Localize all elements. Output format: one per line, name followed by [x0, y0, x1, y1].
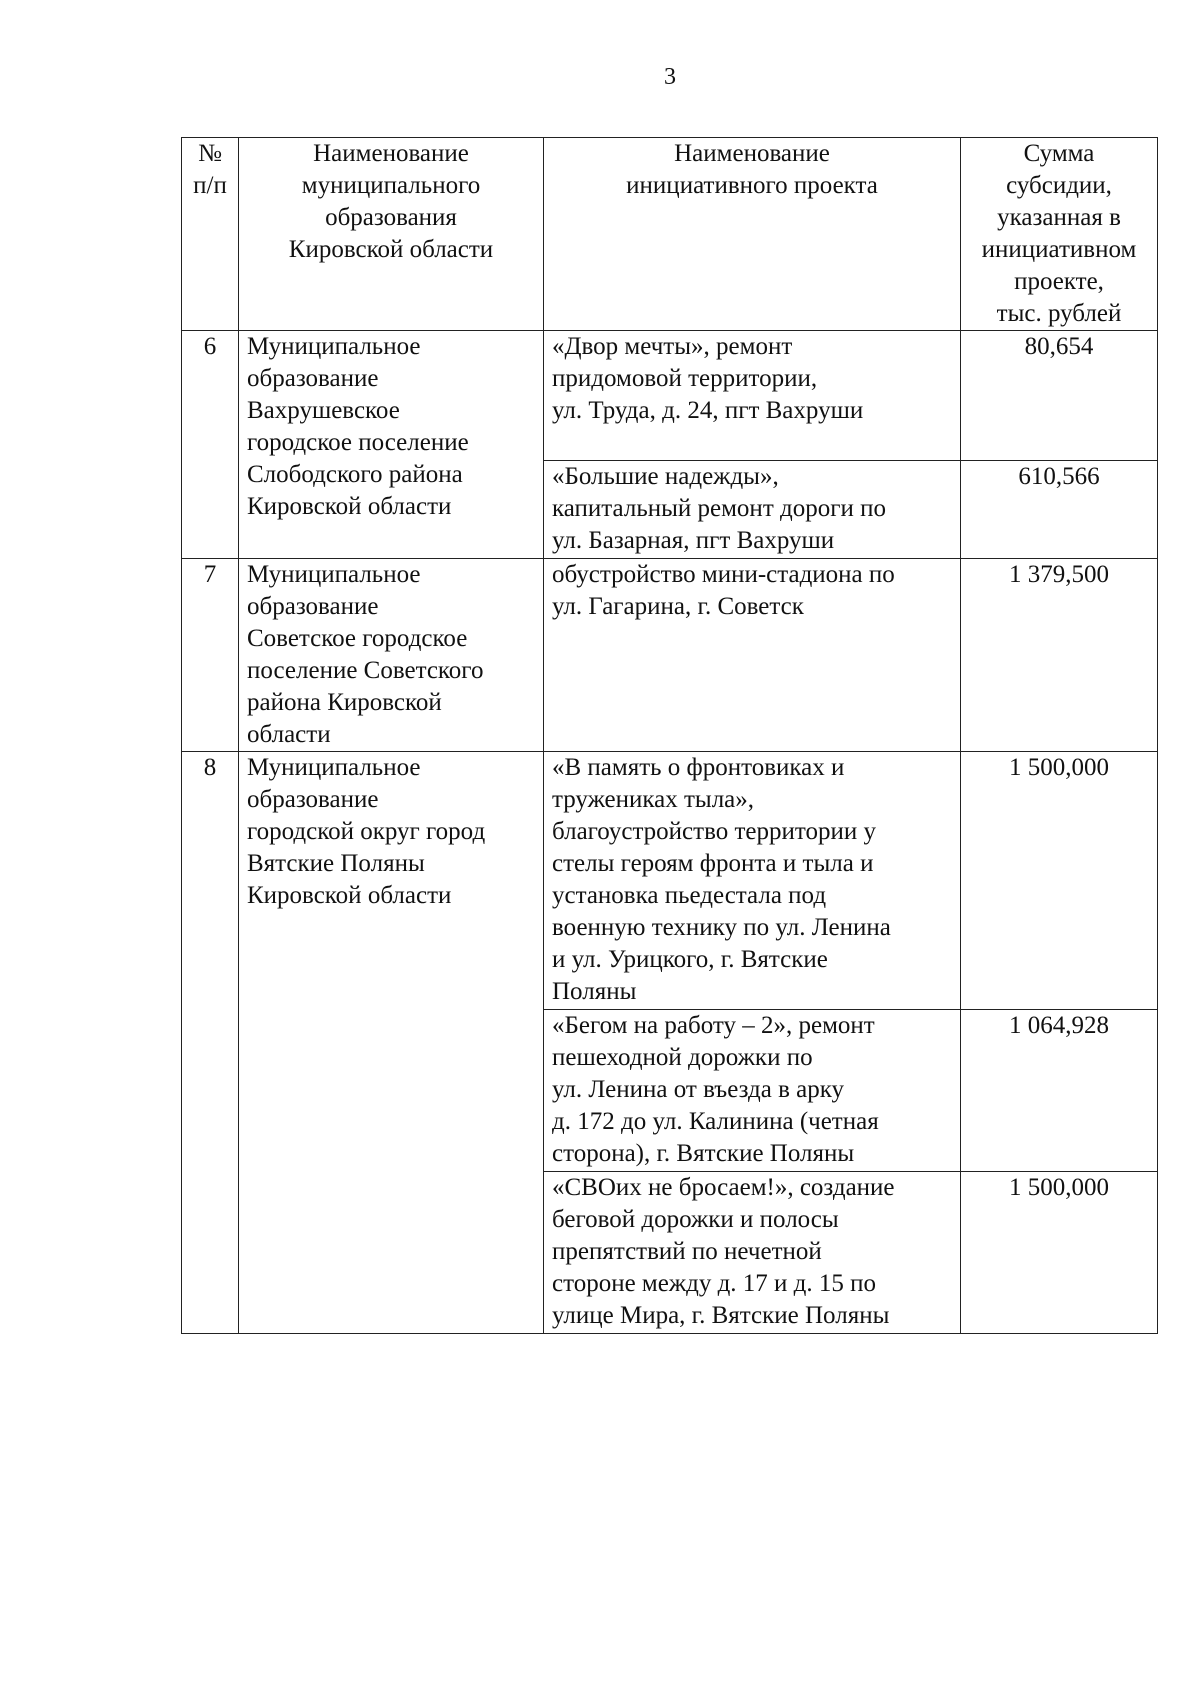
project-name: «Двор мечты», ремонт придомовой территории, ул. Труда, д. 24, пгт Вахруши	[544, 331, 961, 461]
municipality-name: Муниципальное образование Вахрушевское городское поселение Слободского района Кировской области	[239, 331, 544, 559]
table-row	[182, 752, 1158, 1010]
subsidy-sum: 80,654	[961, 331, 1158, 461]
subsidy-sum: 1 379,500	[961, 559, 1158, 752]
project-name: «В память о фронтовиках и тружениках тыла», благоустройство территории у стелы героям фронта и тыла и установка пьедестала под военную технику по ул. Ленина и ул. Урицкого, г. Вятские Поляны	[544, 752, 961, 1010]
subsidy-table	[181, 137, 1158, 1334]
table-header-row	[182, 138, 1158, 331]
municipality-name: Муниципальное образование Советское городское поселение Советского района Кировской области	[239, 559, 544, 752]
project-name: «Большие надежды», капитальный ремонт дороги по ул. Базарная, пгт Вахруши	[544, 461, 961, 559]
table-row	[182, 559, 1158, 752]
header-project: Наименование инициативного проекта	[544, 138, 961, 331]
row-number: 6	[182, 331, 239, 559]
header-num: № п/п	[182, 138, 239, 331]
subsidy-sum: 1 064,928	[961, 1010, 1158, 1172]
subsidy-sum: 1 500,000	[961, 1172, 1158, 1334]
project-name: «СВОих не бросаем!», создание беговой дорожки и полосы препятствий по нечетной стороне между д. 17 и д. 15 по улице Мира, г. Вятские Поляны	[544, 1172, 961, 1334]
page-number: 3	[664, 64, 676, 90]
row-number: 8	[182, 752, 239, 1334]
project-name: «Бегом на работу – 2», ремонт пешеходной дорожки по ул. Ленина от въезда в арку д. 172 до ул. Калинина (четная сторона), г. Вятские Поляны	[544, 1010, 961, 1172]
subsidy-sum: 610,566	[961, 461, 1158, 559]
header-sum: Сумма субсидии, указанная в инициативном проекте, тыс. рублей	[961, 138, 1158, 331]
project-name: обустройство мини-стадиона по ул. Гагарина, г. Советск	[544, 559, 961, 752]
municipality-name: Муниципальное образование городской округ город Вятские Поляны Кировской области	[239, 752, 544, 1334]
row-number: 7	[182, 559, 239, 752]
subsidy-sum: 1 500,000	[961, 752, 1158, 1010]
header-municipality: Наименование муниципального образования Кировской области	[239, 138, 544, 331]
table-row	[182, 331, 1158, 461]
